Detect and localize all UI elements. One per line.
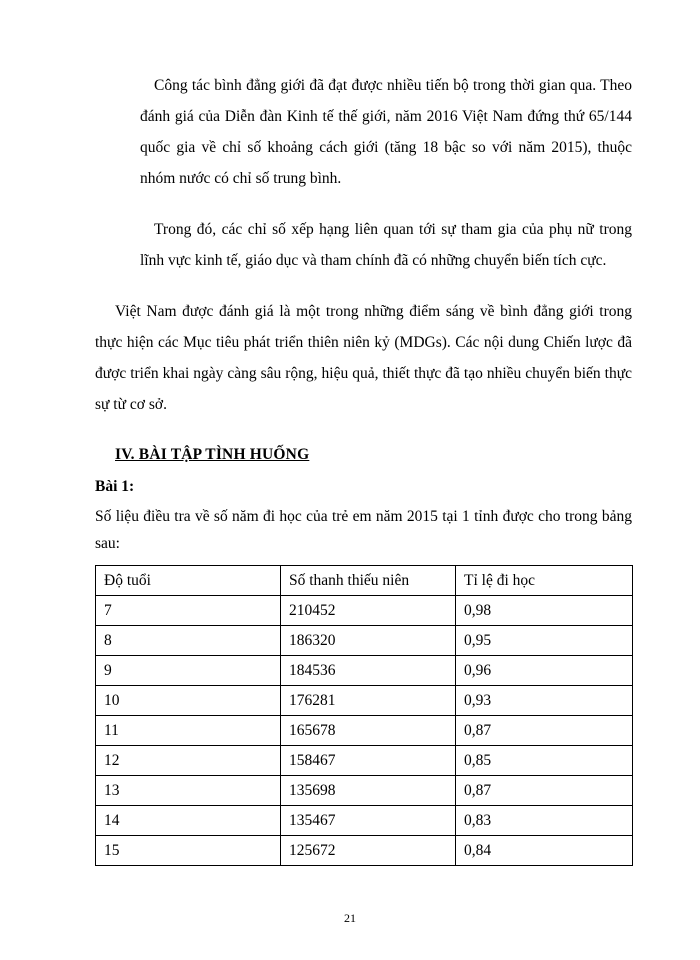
paragraph-vietnam-mdgs: Việt Nam được đánh giá là một trong những điểm sáng về bình đẳng giới trong thực hiện các Mục tiêu phát triển thiên niên kỷ (MDGs). Các nội dung Chiến lược đã được triển khai ngày càng sâu rộng, hiệu quả, thiết thực đã tạo nhiều chuyển biến thực sự từ cơ sở. [95,303,632,413]
table-header-row [96,566,633,596]
cell-count: 184536 [281,656,456,686]
table-row [96,716,633,746]
cell-age: 12 [96,746,281,776]
section-heading: IV. BÀI TẬP TÌNH HUỐNG [115,446,310,463]
table-row [96,836,633,866]
table-row [96,686,633,716]
cell-count: 158467 [281,746,456,776]
table-row [96,776,633,806]
table-header-youth-count: Số thanh thiếu niên [281,566,456,596]
cell-age: 9 [96,656,281,686]
exercise-label: Bài 1: [95,478,135,495]
paragraph-progress: Công tác bình đẳng giới đã đạt được nhiều tiến bộ trong thời gian qua. Theo đánh giá của Diễn đàn Kinh tế thế giới, năm 2016 Việt Nam đứng thứ 65/144 quốc gia về chỉ số khoảng cách giới (tăng 18 bậc so với năm 2015), thuộc nhóm nước có chỉ số trung bình. [140,77,632,187]
table-row [96,656,633,686]
school-attendance-table [95,565,633,866]
cell-rate: 0,95 [456,626,633,656]
cell-rate: 0,84 [456,836,633,866]
table-header-attendance-rate: Tỉ lệ đi học [456,566,633,596]
cell-rate: 0,96 [456,656,633,686]
cell-age: 11 [96,716,281,746]
paragraph-rankings: Trong đó, các chỉ số xếp hạng liên quan tới sự tham gia của phụ nữ trong lĩnh vực kinh tế, giáo dục và tham chính đã có những chuyển biến tích cực. [140,221,632,269]
cell-age: 7 [96,596,281,626]
cell-count: 186320 [281,626,456,656]
cell-rate: 0,87 [456,716,633,746]
cell-age: 8 [96,626,281,656]
page-number: 21 [344,911,356,925]
cell-rate: 0,93 [456,686,633,716]
table-row [96,626,633,656]
table-intro: Số liệu điều tra về số năm đi học của trẻ em năm 2015 tại 1 tỉnh được cho trong bảng sau: [95,508,632,552]
cell-age: 10 [96,686,281,716]
cell-count: 210452 [281,596,456,626]
table-header-age: Độ tuổi [96,566,281,596]
table-row [96,746,633,776]
cell-rate: 0,85 [456,746,633,776]
table-row [96,596,633,626]
table-row [96,806,633,836]
cell-rate: 0,83 [456,806,633,836]
cell-rate: 0,98 [456,596,633,626]
cell-age: 14 [96,806,281,836]
cell-age: 13 [96,776,281,806]
cell-count: 135698 [281,776,456,806]
cell-count: 176281 [281,686,456,716]
cell-count: 135467 [281,806,456,836]
cell-rate: 0,87 [456,776,633,806]
cell-age: 15 [96,836,281,866]
cell-count: 165678 [281,716,456,746]
cell-count: 125672 [281,836,456,866]
